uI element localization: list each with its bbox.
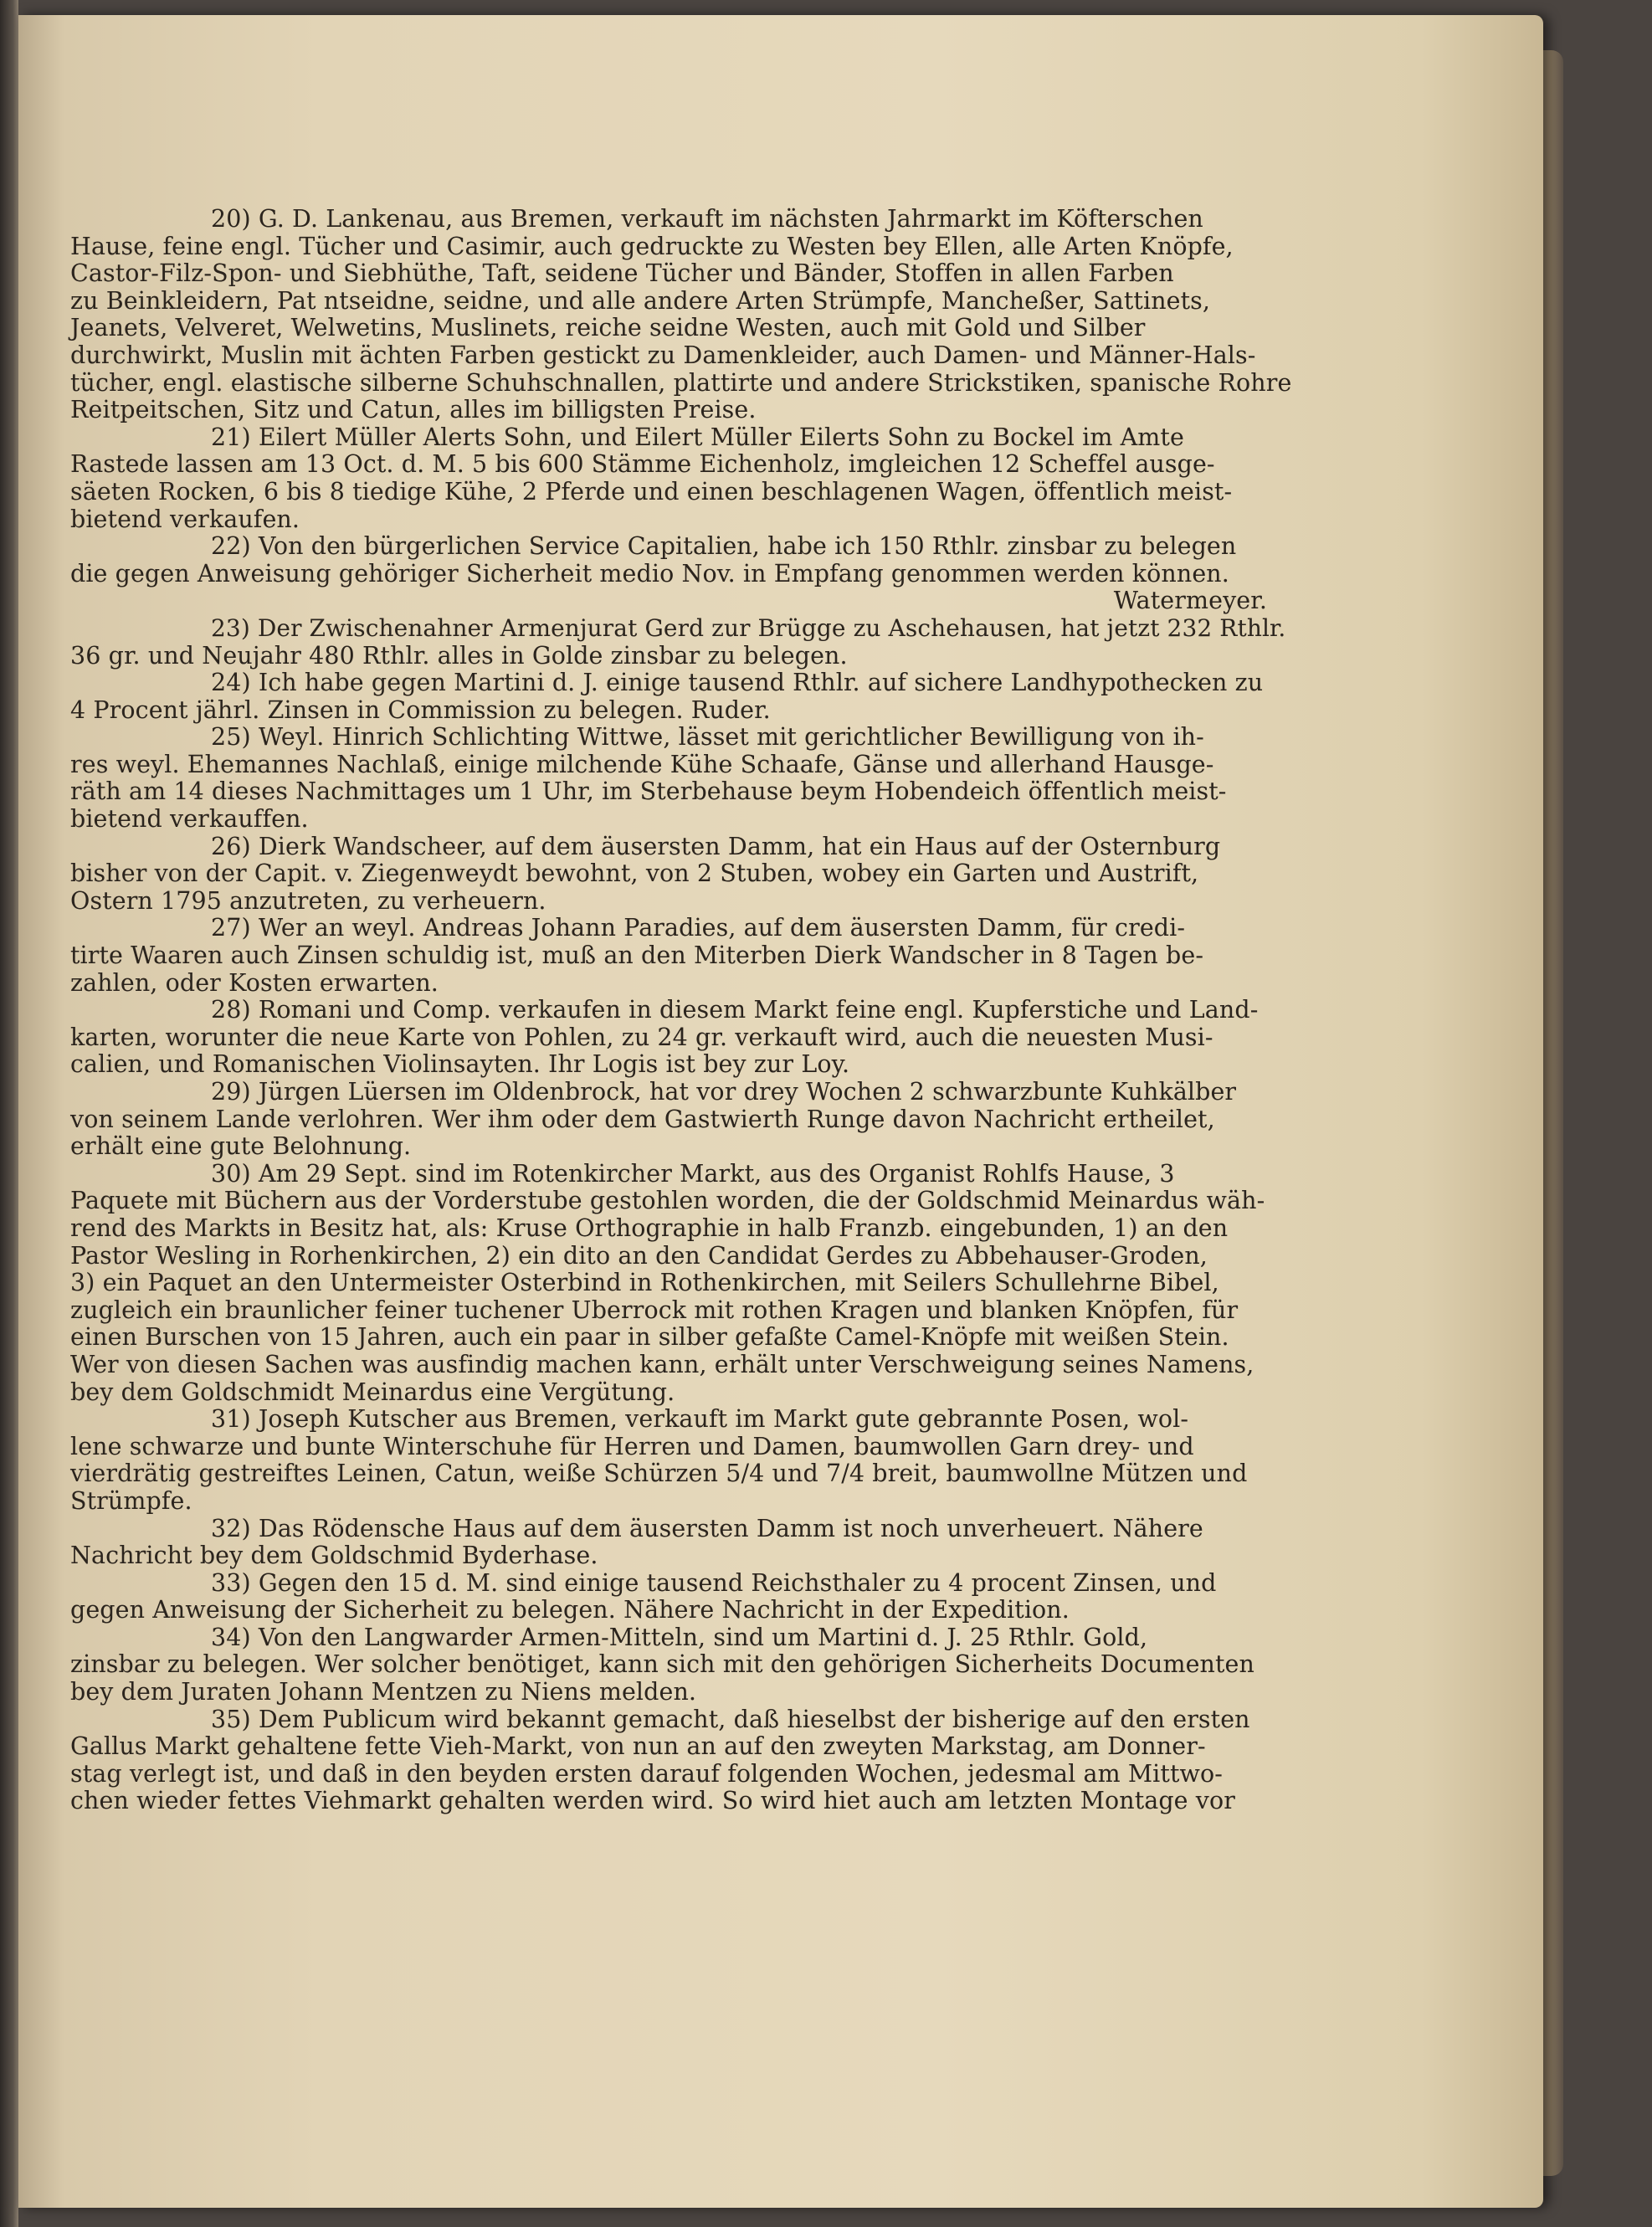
text-line: tirte Waaren auch Zinsen schuldig ist, muß an den Miterben Dierk Wandscher in 8 Tagen be- bbox=[70, 942, 1204, 970]
text-line: chen wieder fettes Viehmarkt gehalten werden wird. So wird hiet auch am letzten Montage vor bbox=[70, 1787, 1235, 1815]
text-line: 22) Von den bürgerlichen Service Capitalien, habe ich 150 Rthlr. zinsbar zu belegen bbox=[211, 532, 1237, 561]
text-line: Paquete mit Büchern aus der Vorderstube gestohlen worden, die der Goldschmid Meinardus wäh- bbox=[70, 1187, 1265, 1215]
text-line: Watermeyer. bbox=[1113, 587, 1267, 615]
text-line: 31) Joseph Kutscher aus Bremen, verkauft im Markt gute gebrannte Posen, wol- bbox=[211, 1405, 1189, 1434]
text-line: gegen Anweisung der Sicherheit zu belegen. Nähere Nachricht in der Expedition. bbox=[70, 1596, 1070, 1624]
text-line: 34) Von den Langwarder Armen-Mitteln, sind um Martini d. J. 25 Rthlr. Gold, bbox=[211, 1623, 1148, 1651]
text-line: einen Burschen von 15 Jahren, auch ein paar in silber gefaßte Camel-Knöpfe mit weißen Stein. bbox=[70, 1323, 1229, 1352]
text-line: 30) Am 29 Sept. sind im Rotenkircher Markt, aus des Organist Rohlfs Hause, 3 bbox=[211, 1159, 1175, 1188]
text-line: 33) Gegen den 15 d. M. sind einige tausend Reichsthaler zu 4 procent Zinsen, und bbox=[211, 1568, 1217, 1597]
text-line: säeten Rocken, 6 bis 8 tiedige Kühe, 2 Pferde und einen beschlagenen Wagen, öffentlich meist- bbox=[70, 477, 1233, 505]
book-spine bbox=[0, 0, 18, 2227]
text-line: vierdrätig gestreiftes Leinen, Catun, weiße Schürzen 5/4 und 7/4 breit, baumwollne Mützen und bbox=[70, 1460, 1248, 1488]
text-line: tücher, engl. elastische silberne Schuhschnallen, plattirte und andere Strickstiken, spanische Rohre bbox=[70, 368, 1292, 397]
text-line: Hause, feine engl. Tücher und Casimir, auch gedruckte zu Westen bey Ellen, alle Arten Knöpfe, bbox=[70, 232, 1234, 260]
text-line: bietend verkauffen. bbox=[70, 805, 309, 834]
text-line: bey dem Juraten Johann Mentzen zu Niens melden. bbox=[70, 1678, 697, 1706]
text-line: räth am 14 dieses Nachmittages um 1 Uhr, im Sterbehause beym Hobendeich öffentlich meist- bbox=[70, 777, 1227, 806]
text-line: 35) Dem Publicum wird bekannt gemacht, daß hieselbst der bisherige auf den ersten bbox=[211, 1705, 1250, 1733]
book-page bbox=[18, 15, 1543, 2208]
text-line: Castor-Filz-Spon- und Siebhüthe, Taft, seidene Tücher und Bänder, Stoffen in allen Farben bbox=[70, 259, 1174, 288]
text-line: bey dem Goldschmidt Meinardus eine Vergütung. bbox=[70, 1378, 675, 1406]
text-line: 28) Romani und Comp. verkaufen in diesem Markt feine engl. Kupferstiche und Land- bbox=[211, 996, 1259, 1024]
text-line: zinsbar zu belegen. Wer solcher benötiget, kann sich mit den gehörigen Sicherheits Documenten bbox=[70, 1650, 1254, 1679]
text-line: zahlen, oder Kosten erwarten. bbox=[70, 968, 439, 997]
text-line: Ostern 1795 anzutreten, zu verheuern. bbox=[70, 886, 546, 915]
text-line: 21) Eilert Müller Alerts Sohn, und Eilert Müller Eilerts Sohn zu Bockel im Amte bbox=[211, 423, 1184, 451]
text-line: Strümpfe. bbox=[70, 1486, 192, 1515]
text-line: bisher von der Capit. v. Ziegenweydt bewohnt, von 2 Stuben, wobey ein Garten und Austrift, bbox=[70, 859, 1199, 888]
text-line: Pastor Wesling in Rorhenkirchen, 2) ein dito an den Candidat Gerdes zu Abbehauser-Groden, bbox=[70, 1241, 1208, 1270]
text-line: 36 gr. und Neujahr 480 Rthlr. alles in Golde zinsbar zu belegen. bbox=[70, 641, 848, 670]
text-line: 24) Ich habe gegen Martini d. J. einige tausend Rthlr. auf sichere Landhypothecken zu bbox=[211, 669, 1264, 697]
text-line: rend des Markts in Besitz hat, als: Kruse Orthographie in halb Franzb. eingebunden, 1) an den bbox=[70, 1214, 1229, 1242]
text-line: durchwirkt, Muslin mit ächten Farben gestickt zu Damenkleider, auch Damen- und Männer-Hals- bbox=[70, 341, 1256, 369]
text-line: res weyl. Ehemannes Nachlaß, einige milchende Kühe Schaafe, Gänse und allerhand Hausge- bbox=[70, 750, 1214, 778]
text-line: 29) Jürgen Lüersen im Oldenbrock, hat vor drey Wochen 2 schwarzbunte Kuhkälber bbox=[211, 1078, 1237, 1106]
text-line: stag verlegt ist, und daß in den beyden ersten darauf folgenden Wochen, jedesmal am Mittwo- bbox=[70, 1759, 1223, 1788]
text-line: calien, und Romanischen Violinsayten. Ihr Logis ist bey zur Loy. bbox=[70, 1050, 850, 1079]
text-line: lene schwarze und bunte Winterschuhe für Herren und Damen, baumwollen Garn drey- und bbox=[70, 1432, 1194, 1460]
text-line: Nachricht bey dem Goldschmid Byderhase. bbox=[70, 1542, 598, 1570]
text-line: 27) Wer an weyl. Andreas Johann Paradies, auf dem äusersten Damm, für credi- bbox=[211, 914, 1186, 942]
text-line: zugleich ein braunlicher feiner tuchener Uberrock mit rothen Kragen und blanken Knöpfen, für bbox=[70, 1296, 1239, 1324]
announcement-text-block bbox=[70, 206, 1301, 1815]
text-line: Reitpeitschen, Sitz und Catun, alles im billigsten Preise. bbox=[70, 396, 757, 424]
text-line: Wer von diesen Sachen was ausfindig machen kann, erhält unter Verschweigung seines Namens, bbox=[70, 1350, 1254, 1378]
text-line: erhält eine gute Belohnung. bbox=[70, 1132, 412, 1161]
text-line: 26) Dierk Wandscheer, auf dem äusersten Damm, hat ein Haus auf der Osternburg bbox=[211, 832, 1221, 860]
text-line: 23) Der Zwischenahner Armenjurat Gerd zur Brügge zu Aschehausen, hat jetzt 232 Rthlr. bbox=[211, 613, 1286, 642]
text-line: die gegen Anweisung gehöriger Sicherheit medio Nov. in Empfang genommen werden können. bbox=[70, 559, 1229, 588]
text-line: Jeanets, Velveret, Welwetins, Muslinets, reiche seidne Westen, auch mit Gold und Silber bbox=[70, 314, 1146, 342]
text-line: 25) Weyl. Hinrich Schlichting Wittwe, lässet mit gerichtlicher Bewilligung von ih- bbox=[211, 723, 1204, 752]
text-line: 20) G. D. Lankenau, aus Bremen, verkauft im nächsten Jahrmarkt im Köfterschen bbox=[211, 205, 1203, 233]
text-line: karten, worunter die neue Karte von Pohlen, zu 24 gr. verkauft wird, auch die neuesten Musi- bbox=[70, 1023, 1213, 1051]
text-line: 3) ein Paquet an den Untermeister Osterbind in Rothenkirchen, mit Seilers Schullehrne Bibel, bbox=[70, 1269, 1219, 1297]
text-line: von seinem Lande verlohren. Wer ihm oder dem Gastwierth Runge davon Nachricht ertheilet, bbox=[70, 1105, 1215, 1133]
text-line: zu Beinkleidern, Pat ntseidne, seidne, und alle andere Arten Strümpfe, Mancheßer, Sattinets, bbox=[70, 286, 1211, 315]
text-line: 32) Das Rödensche Haus auf dem äusersten Damm ist noch unverheuert. Nähere bbox=[211, 1514, 1203, 1542]
text-line: Gallus Markt gehaltene fette Vieh-Markt, von nun an auf den zweyten Markstag, am Donner- bbox=[70, 1732, 1206, 1761]
text-line: Rastede lassen am 13 Oct. d. M. 5 bis 600 Stämme Eichenholz, imgleichen 12 Scheffel ausge- bbox=[70, 450, 1215, 479]
text-line: bietend verkaufen. bbox=[70, 505, 300, 533]
text-line: 4 Procent jährl. Zinsen in Commission zu belegen. Ruder. bbox=[70, 695, 771, 724]
